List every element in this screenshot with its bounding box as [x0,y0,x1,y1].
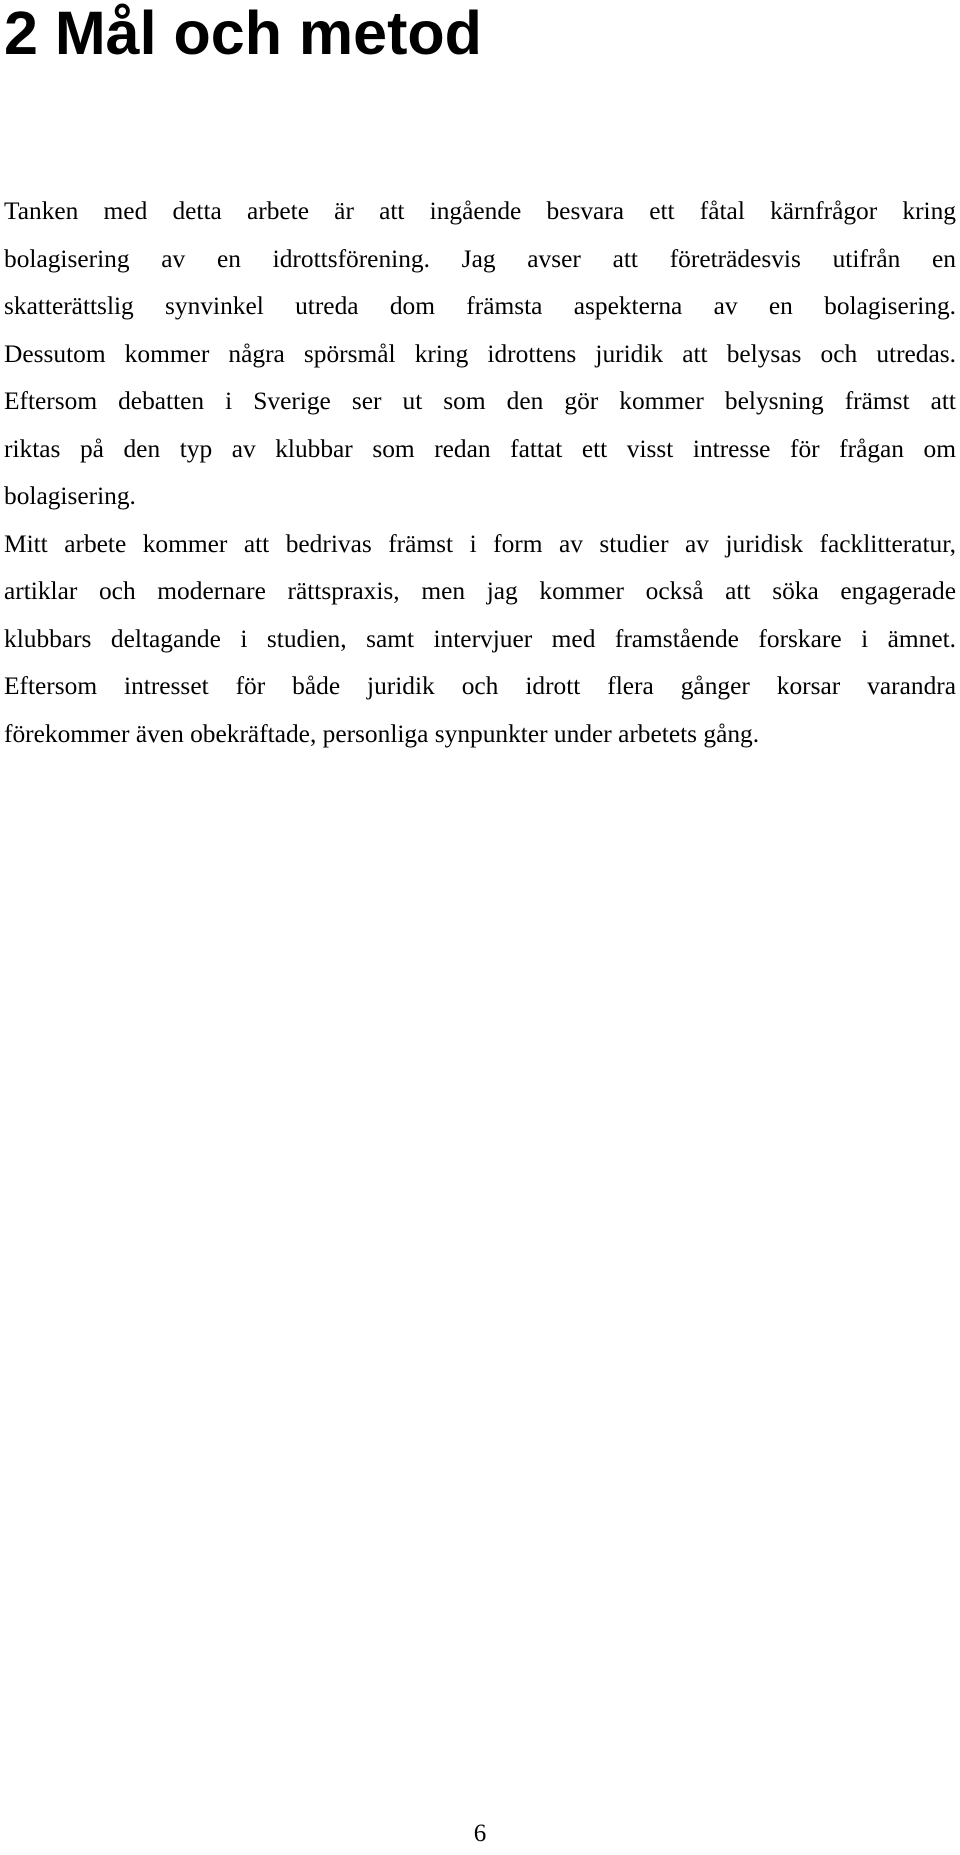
text-line: Eftersom intresset för både juridik och idrott flera gånger korsar varandra [4,672,956,700]
text-line: Mitt arbete kommer att bedrivas främst i form av studier av juridisk facklitteratur, [4,529,956,558]
paragraph-2 [4,521,956,759]
text-line: klubbars deltagande i studien, samt intervjuer med framstående forskare i ämnet. [4,624,956,653]
body-text [4,188,956,758]
text-line: Dessutom kommer några spörsmål kring idrottens juridik att belysas och utredas. [4,339,956,368]
text-line: bolagisering. [4,482,136,510]
text-line: riktas på den typ av klubbar som redan fattat ett visst intresse för frågan om [4,434,956,463]
page-number: 6 [473,1820,487,1847]
text-line: Tanken med detta arbete är att ingående besvara ett fåtal kärnfrågor kring [4,197,956,225]
text-line: bolagisering av en idrottsförening. Jag avser att företrädesvis utifrån en [4,244,956,273]
paragraph-1 [4,188,956,521]
text-line: artiklar och modernare rättspraxis, men jag kommer också att söka engagerade [4,577,956,605]
section-heading: 2 Mål och metod [4,0,482,67]
text-line: förekommer även obekräftade, personliga synpunkter under arbetets gång. [4,719,760,748]
text-line: skatterättslig synvinkel utreda dom främsta aspekterna av en bolagisering. [4,292,956,320]
text-line: Eftersom debatten i Sverige ser ut som den gör kommer belysning främst att [4,387,956,415]
